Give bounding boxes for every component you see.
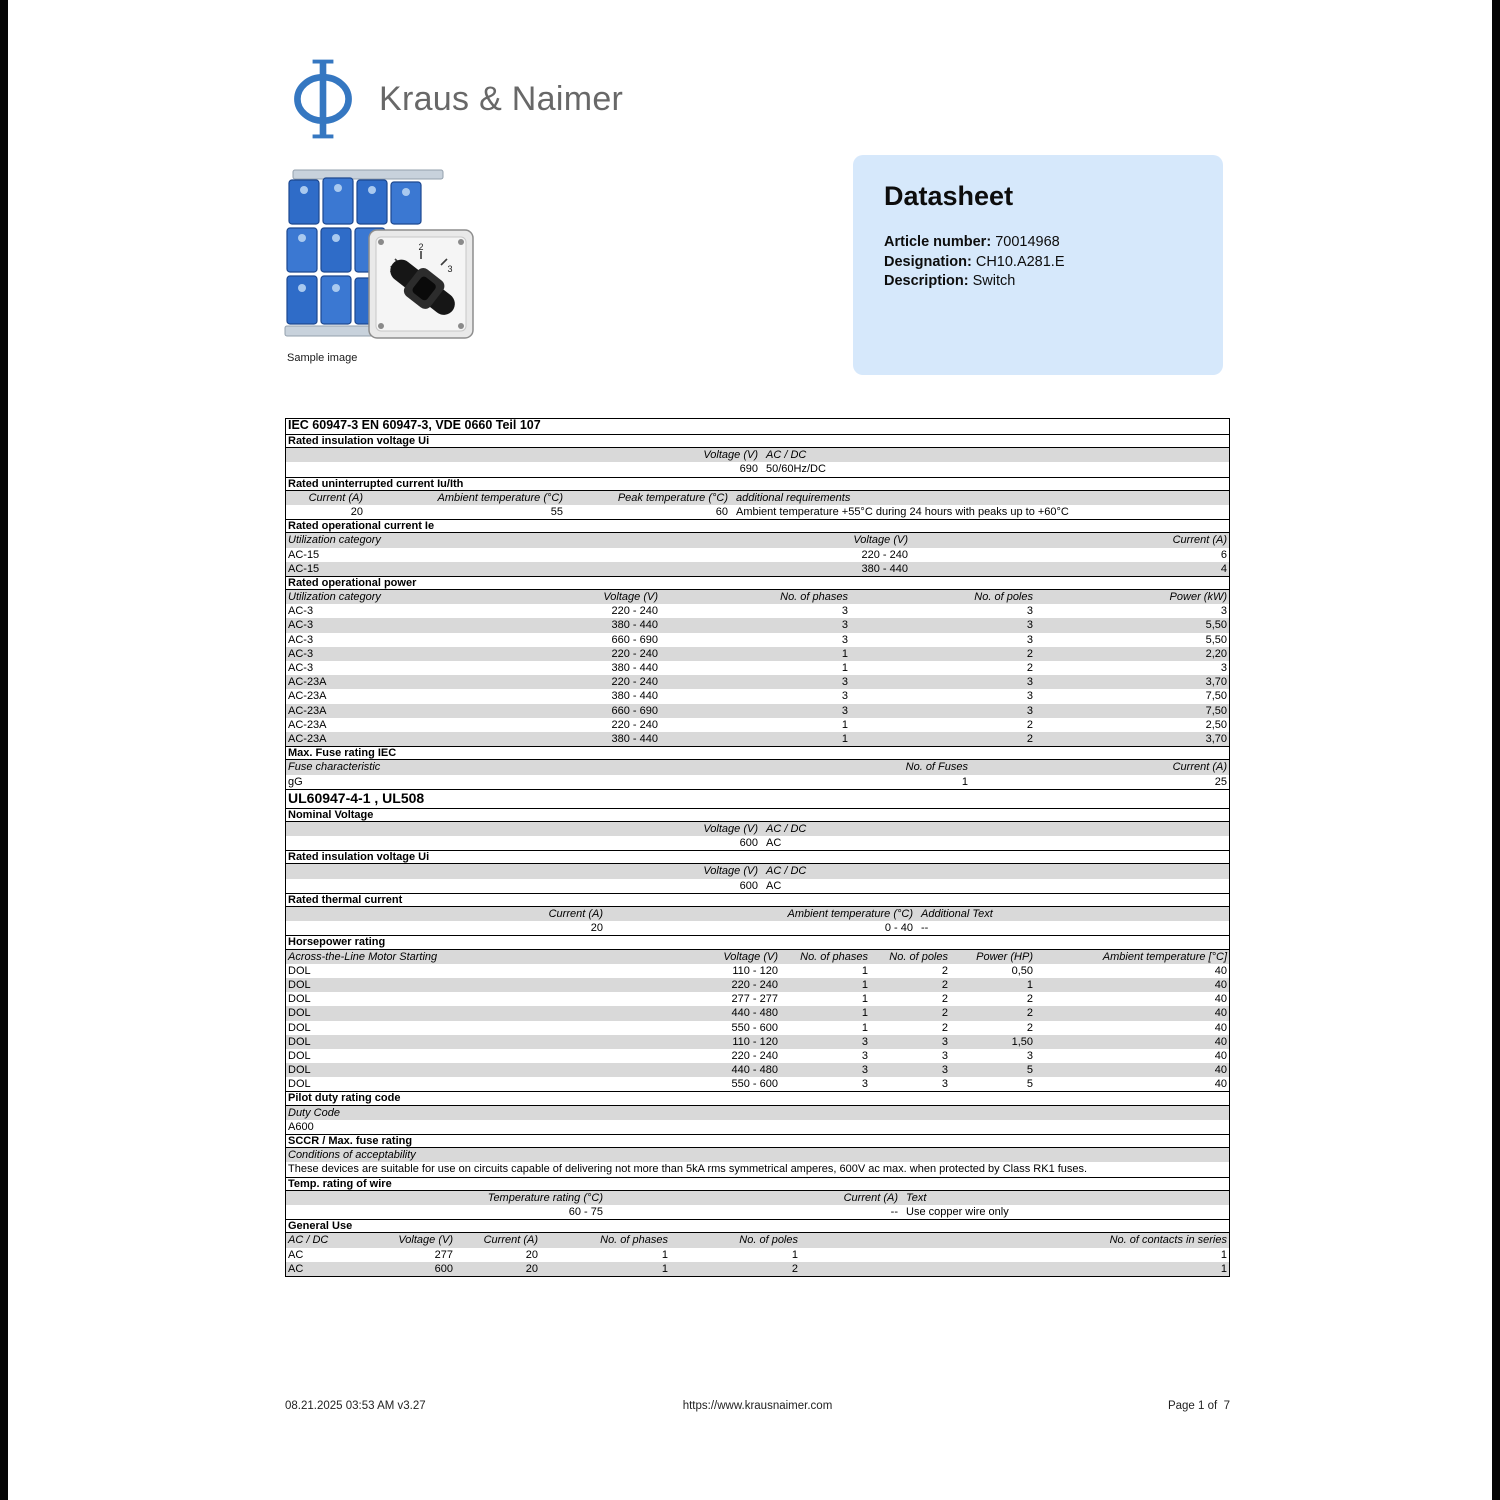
- cell: 1: [841, 647, 848, 660]
- cell: Conditions of acceptability: [288, 1149, 416, 1162]
- data-row: [286, 462, 1229, 476]
- data-row: [286, 1035, 1229, 1049]
- article-number-row: [884, 233, 1192, 253]
- cell: AC-3: [288, 605, 314, 618]
- data-row: [286, 1162, 1229, 1176]
- data-row: [286, 1262, 1229, 1276]
- section-title: Pilot duty rating code: [286, 1091, 1229, 1105]
- cell: DOL: [288, 1021, 311, 1034]
- cell: 2: [1026, 732, 1033, 745]
- data-row: [286, 1120, 1229, 1134]
- data-row: [286, 732, 1229, 746]
- designation-value: CH10.A281.E: [975, 253, 1065, 270]
- cell: 3,70: [1205, 676, 1227, 689]
- cell: 3: [941, 1049, 948, 1062]
- cell: 40: [1214, 993, 1227, 1006]
- data-row: [286, 1205, 1229, 1219]
- data-row: [286, 604, 1229, 618]
- page-footer: [285, 1400, 1230, 1414]
- cell: 60 - 75: [568, 1205, 603, 1218]
- cell: 3: [861, 1078, 868, 1091]
- dial-label: 2: [418, 242, 424, 252]
- cell: 2: [1026, 662, 1033, 674]
- section-header-row: [286, 822, 1229, 836]
- cell: 3: [1220, 605, 1227, 618]
- sample-image-caption: Sample image: [287, 352, 358, 364]
- description-value: Switch: [972, 273, 1016, 289]
- cell: 380 - 440: [611, 619, 658, 632]
- cell: 6: [1220, 548, 1227, 561]
- cell: 3: [1026, 676, 1033, 689]
- cell: 660 - 690: [611, 633, 658, 646]
- data-row: [286, 921, 1229, 935]
- cell: AC: [288, 1248, 304, 1261]
- datasheet-title: Datasheet: [884, 181, 1014, 211]
- cell: Across-the-Line Motor Starting: [288, 950, 438, 963]
- cell: AC-3: [288, 647, 314, 660]
- cell: 660 - 690: [611, 704, 658, 717]
- data-row: [286, 718, 1229, 732]
- cell: 3: [841, 605, 848, 618]
- cell: 0,50: [1011, 964, 1033, 977]
- cell: 3: [841, 690, 848, 703]
- cell: AC-23A: [288, 732, 327, 745]
- cell: Current (A): [1172, 534, 1227, 547]
- section-header-row: [286, 448, 1229, 462]
- cell: 0 - 40: [884, 922, 913, 935]
- cell: Temperature rating (°C): [487, 1191, 603, 1204]
- cell: Ambient temperature (°C): [437, 491, 563, 504]
- cell: 3: [841, 704, 848, 717]
- cell: Current (A): [1172, 761, 1227, 774]
- section-header-row: [286, 1148, 1229, 1162]
- section-header-row: [286, 491, 1229, 505]
- cell: --: [890, 1205, 898, 1218]
- cell: 2: [1026, 718, 1033, 731]
- cell: 3: [1026, 1049, 1033, 1062]
- cell: AC / DC: [766, 822, 807, 835]
- cell: 3: [861, 1035, 868, 1048]
- data-row: [286, 1077, 1229, 1091]
- cell: 380 - 440: [611, 732, 658, 745]
- cell: DOL: [288, 993, 311, 1006]
- cell: DOL: [288, 964, 311, 977]
- data-row: [286, 1006, 1229, 1020]
- section-header-row: [286, 590, 1229, 604]
- cell: 550 - 600: [731, 1078, 778, 1091]
- cell: 5,50: [1205, 619, 1227, 632]
- cell: 2,50: [1205, 718, 1227, 731]
- description-label: Description:: [884, 273, 969, 289]
- mounting-rail-top: [293, 170, 443, 179]
- cell: Ambient temperature [°C]: [1102, 950, 1227, 963]
- section-title: SCCR / Max. fuse rating: [286, 1134, 1229, 1148]
- cell: 55: [550, 505, 563, 518]
- cell: AC-3: [288, 633, 314, 646]
- data-row: [286, 1063, 1229, 1077]
- cell: Voltage (V): [603, 591, 658, 604]
- data-row: [286, 978, 1229, 992]
- cell: 40: [1214, 1049, 1227, 1062]
- cell: AC: [766, 837, 782, 850]
- cell: 380 - 440: [861, 562, 908, 575]
- cell: Utilization category: [288, 534, 381, 547]
- cell: Voltage (V): [853, 534, 908, 547]
- cell: Voltage (V): [703, 449, 758, 462]
- cell: 1: [841, 718, 848, 731]
- cell: 3: [861, 1049, 868, 1062]
- cell: Voltage (V): [703, 865, 758, 878]
- cell: AC-3: [288, 619, 314, 632]
- cell: 220 - 240: [861, 548, 908, 561]
- cell: DOL: [288, 1064, 311, 1077]
- cell: DOL: [288, 1049, 311, 1062]
- cell: 3: [1026, 605, 1033, 618]
- cell: These devices are suitable for use on circuits capable of delivering not more than 5kA rms symmetrical amperes, 600V ac max. when protected by Class RK1 fuses.: [288, 1163, 1088, 1176]
- cell: 1,50: [1011, 1035, 1033, 1048]
- cell: 3: [941, 1064, 948, 1077]
- article-number-label: Article number:: [884, 234, 992, 250]
- section-title: Max. Fuse rating IEC: [286, 746, 1229, 760]
- data-row: [286, 675, 1229, 689]
- table-group-title: UL60947-4-1 , UL508: [286, 789, 1229, 809]
- cell: 3: [1026, 633, 1033, 646]
- section-title: Rated thermal current: [286, 893, 1229, 907]
- cell: 20: [350, 505, 363, 518]
- cell: 550 - 600: [731, 1021, 778, 1034]
- cell: 7,50: [1205, 704, 1227, 717]
- section-header-row: [286, 533, 1229, 547]
- data-row: [286, 992, 1229, 1006]
- cell: Voltage (V): [723, 950, 778, 963]
- cell: 220 - 240: [611, 676, 658, 689]
- cell: 110 - 120: [732, 1035, 778, 1048]
- cell: No. of phases: [800, 950, 868, 963]
- cell: 3: [1026, 690, 1033, 703]
- spec-table: [285, 418, 1230, 1277]
- cell: 2,20: [1205, 647, 1227, 660]
- cell: 380 - 440: [611, 662, 658, 674]
- cell: 1: [961, 775, 968, 788]
- designation-row: [884, 253, 1192, 273]
- cell: 5: [1026, 1078, 1033, 1091]
- cell: 1: [861, 1007, 868, 1020]
- cell: 40: [1214, 1021, 1227, 1034]
- cell: No. of Fuses: [905, 761, 968, 774]
- cell: Duty Code: [288, 1106, 340, 1119]
- table-group-title: IEC 60947-3 EN 60947-3, VDE 0660 Teil 107: [286, 419, 1229, 435]
- cell: DOL: [288, 978, 311, 991]
- cell: Power (HP): [976, 950, 1033, 963]
- cell: 1: [791, 1248, 798, 1261]
- cell: Fuse characteristic: [288, 761, 381, 774]
- cell: 20: [590, 922, 603, 935]
- section-title: Rated uninterrupted current Iu/Ith: [286, 477, 1229, 491]
- cell: 1: [1026, 978, 1033, 991]
- cell: AC-23A: [288, 704, 327, 717]
- cell: DOL: [288, 1035, 311, 1048]
- data-row: [286, 1049, 1229, 1063]
- cell: 220 - 240: [731, 978, 778, 991]
- product-image: [283, 166, 479, 346]
- data-row: [286, 704, 1229, 718]
- cell: Current (A): [483, 1234, 538, 1247]
- cell: Additional Text: [921, 908, 993, 920]
- data-row: [286, 548, 1229, 562]
- brand-header: [287, 56, 623, 142]
- cell: 3: [941, 1078, 948, 1091]
- cell: 4: [1220, 562, 1227, 575]
- cell: 220 - 240: [611, 647, 658, 660]
- cell: 50/60Hz/DC: [766, 463, 826, 476]
- cell: Voltage (V): [703, 822, 758, 835]
- footer-page-number: Page 1 of 7: [1167, 1400, 1230, 1412]
- cell: AC / DC: [766, 865, 807, 878]
- cell: 5: [1026, 1064, 1033, 1077]
- cell: AC: [288, 1262, 304, 1275]
- cell: AC-15: [288, 548, 320, 561]
- cell: 1: [861, 964, 868, 977]
- section-title: Temp. rating of wire: [286, 1177, 1229, 1191]
- cell: 20: [525, 1262, 538, 1275]
- cell: 220 - 240: [731, 1049, 778, 1062]
- cell: 600: [739, 879, 758, 892]
- cell: 440 - 480: [731, 1007, 778, 1020]
- cell: AC: [766, 879, 782, 892]
- cell: AC-23A: [288, 690, 327, 703]
- data-row: [286, 661, 1229, 675]
- cell: AC-3: [288, 662, 314, 674]
- cell: Current (A): [548, 908, 603, 920]
- right-edge-bar: [1492, 0, 1500, 1500]
- cell: No. of contacts in series: [1109, 1234, 1227, 1247]
- cell: AC / DC: [766, 449, 807, 462]
- data-row: [286, 1021, 1229, 1035]
- cell: 25: [1214, 775, 1227, 788]
- cell: 220 - 240: [611, 605, 658, 618]
- data-row: [286, 633, 1229, 647]
- section-header-row: [286, 864, 1229, 878]
- brand-logo-icon: [287, 56, 359, 142]
- cell: Voltage (V): [398, 1234, 453, 1247]
- cell: 690: [739, 463, 758, 476]
- cell: Ambient temperature +55°C during 24 hours with peaks up to +60°C: [736, 505, 1069, 518]
- section-title: Rated insulation voltage Ui: [286, 434, 1229, 448]
- cell: 110 - 120: [732, 964, 778, 977]
- cell: 3: [841, 633, 848, 646]
- cell: 1: [861, 978, 868, 991]
- cell: 1: [861, 1021, 868, 1034]
- designation-label: Designation:: [884, 253, 972, 270]
- cell: 1: [661, 1248, 668, 1261]
- cell: Utilization category: [288, 591, 381, 604]
- section-title: Rated operational power: [286, 576, 1229, 590]
- cell: AC-23A: [288, 676, 327, 689]
- section-title: Rated operational current Ie: [286, 519, 1229, 533]
- section-header-row: [286, 1106, 1229, 1120]
- description-row: [884, 272, 1192, 292]
- data-row: [286, 562, 1229, 576]
- cell: 40: [1214, 1035, 1227, 1048]
- cell: 1: [861, 993, 868, 1006]
- cell: No. of poles: [974, 591, 1033, 604]
- data-row: [286, 647, 1229, 661]
- section-header-row: [286, 760, 1229, 774]
- cell: Use copper wire only: [906, 1205, 1009, 1218]
- datasheet-card: [853, 155, 1223, 375]
- cell: 60: [715, 505, 728, 518]
- cell: 2: [1026, 1007, 1033, 1020]
- cell: Power (kW): [1169, 591, 1227, 604]
- cell: 440 - 480: [731, 1064, 778, 1077]
- cell: 1: [841, 662, 848, 674]
- cell: 2: [941, 1007, 948, 1020]
- cell: 40: [1214, 1007, 1227, 1020]
- cell: 3: [861, 1064, 868, 1077]
- cell: No. of poles: [889, 950, 948, 963]
- cell: 600: [739, 837, 758, 850]
- cell: 3: [841, 619, 848, 632]
- section-title: General Use: [286, 1219, 1229, 1233]
- data-row: [286, 775, 1229, 789]
- section-title: Horsepower rating: [286, 935, 1229, 949]
- cell: 7,50: [1205, 690, 1227, 703]
- cell: gG: [288, 775, 303, 788]
- section-header-row: [286, 950, 1229, 964]
- brand-name: Kraus & Naimer: [379, 79, 624, 118]
- data-row: [286, 1248, 1229, 1262]
- section-header-row: [286, 1233, 1229, 1247]
- product-figure: [283, 166, 479, 351]
- cell: Text: [906, 1191, 927, 1204]
- data-row: [286, 879, 1229, 893]
- cell: 2: [791, 1262, 798, 1275]
- data-row: [286, 505, 1229, 519]
- cell: A600: [288, 1120, 314, 1133]
- cell: 3,70: [1205, 732, 1227, 745]
- cell: 1: [1220, 1262, 1227, 1275]
- cell: 20: [525, 1248, 538, 1261]
- cell: 2: [941, 978, 948, 991]
- cell: 2: [1026, 993, 1033, 1006]
- cell: 277: [434, 1248, 453, 1261]
- cell: 2: [941, 1021, 948, 1034]
- cell: 3: [1220, 662, 1227, 674]
- cell: additional requirements: [736, 491, 851, 504]
- cell: 277 - 277: [731, 993, 778, 1006]
- cell: DOL: [288, 1007, 311, 1020]
- cell: 2: [1026, 647, 1033, 660]
- cell: No. of poles: [739, 1234, 798, 1247]
- left-edge-bar: [0, 0, 8, 1500]
- cell: 40: [1214, 978, 1227, 991]
- footer-url[interactable]: https://www.krausnaimer.com: [682, 1400, 833, 1412]
- section-title: Nominal Voltage: [286, 808, 1229, 822]
- cell: 2: [941, 993, 948, 1006]
- cell: No. of phases: [780, 591, 848, 604]
- article-number-value: 70014968: [995, 234, 1060, 250]
- cell: 600: [434, 1262, 453, 1275]
- cell: 40: [1214, 1064, 1227, 1077]
- section-header-row: [286, 907, 1229, 921]
- cell: 380 - 440: [611, 690, 658, 703]
- cell: Ambient temperature (°C): [787, 908, 913, 920]
- dial-label: 3: [447, 264, 453, 274]
- footer-date-version: 08.21.2025 03:53 AM v3.27: [285, 1400, 426, 1412]
- cell: 1: [841, 732, 848, 745]
- cell: Peak temperature (°C): [617, 491, 728, 504]
- cell: 40: [1214, 964, 1227, 977]
- section-header-row: [286, 1191, 1229, 1205]
- cell: 1: [661, 1262, 668, 1275]
- cell: 220 - 240: [611, 718, 658, 731]
- data-row: [286, 618, 1229, 632]
- cell: 5,50: [1205, 633, 1227, 646]
- cell: AC-23A: [288, 718, 327, 731]
- cell: 3: [1026, 704, 1033, 717]
- cell: DOL: [288, 1078, 311, 1091]
- cell: Current (A): [843, 1191, 898, 1204]
- data-row: [286, 689, 1229, 703]
- cell: 3: [1026, 619, 1033, 632]
- cell: 2: [1026, 1021, 1033, 1034]
- cell: 40: [1214, 1078, 1227, 1091]
- cell: --: [921, 922, 929, 935]
- cell: 1: [1220, 1248, 1227, 1261]
- data-row: [286, 964, 1229, 978]
- cell: No. of phases: [600, 1234, 668, 1247]
- section-title: Rated insulation voltage Ui: [286, 850, 1229, 864]
- cell: Current (A): [308, 491, 363, 504]
- cell: 3: [941, 1035, 948, 1048]
- cell: 2: [941, 964, 948, 977]
- cell: AC / DC: [288, 1234, 329, 1247]
- cell: AC-15: [288, 562, 320, 575]
- cell: 3: [841, 676, 848, 689]
- data-row: [286, 836, 1229, 850]
